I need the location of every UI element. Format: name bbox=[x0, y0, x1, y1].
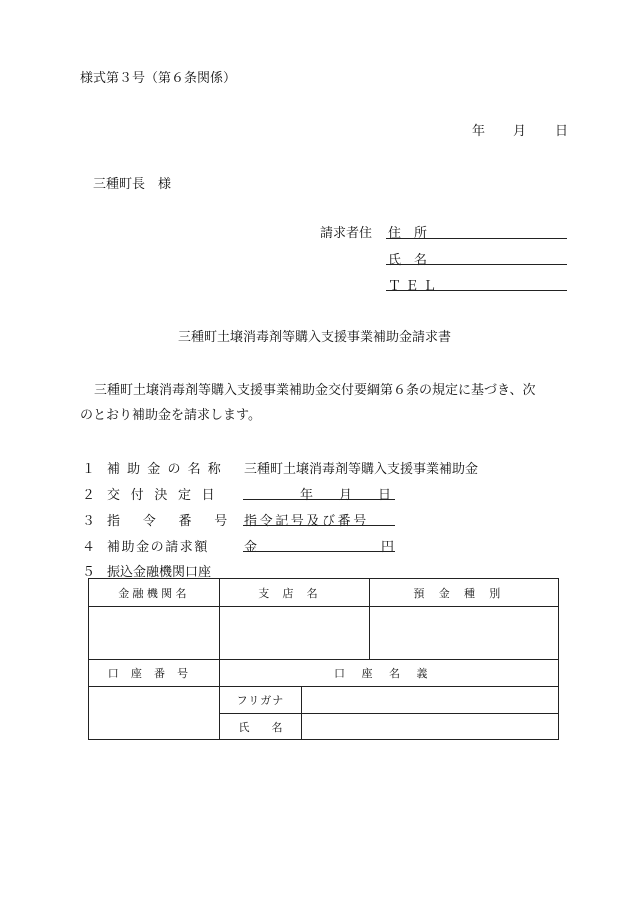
address-label: 住 所 bbox=[388, 226, 428, 241]
deposit-type-cell[interactable] bbox=[370, 607, 559, 660]
form-number: 様式第３号（第６条関係） bbox=[80, 71, 237, 86]
item-3-line bbox=[243, 525, 395, 526]
branch-name-cell[interactable] bbox=[220, 607, 370, 660]
document-title: 三種町土壌消毒剤等購入支援事業補助金請求書 bbox=[178, 330, 452, 345]
header-account-number: 口座番号 bbox=[89, 660, 220, 687]
tel-line bbox=[386, 290, 567, 291]
item-4-line bbox=[243, 551, 395, 552]
holder-name-cell[interactable] bbox=[302, 714, 559, 740]
bank-account-table bbox=[88, 578, 559, 740]
addressee: 三種町長 様 bbox=[93, 177, 172, 192]
item-2-value: 年 月 日 bbox=[300, 488, 392, 503]
name-line bbox=[386, 264, 567, 265]
item-1-label: 補助金の名称 bbox=[107, 462, 228, 477]
header-account-name: 口座名義 bbox=[220, 660, 559, 687]
header-deposit-type: 預金種別 bbox=[370, 579, 559, 607]
item-3-label: 指令番号 bbox=[107, 514, 251, 529]
holder-name-label: 氏 名 bbox=[220, 714, 302, 740]
tel-label: ＴＥＬ bbox=[388, 279, 441, 294]
body-line-2: のとおり補助金を請求します。 bbox=[80, 408, 261, 423]
account-number-cell[interactable] bbox=[89, 687, 220, 740]
date-month: 月 bbox=[513, 124, 527, 139]
bank-name-cell[interactable] bbox=[89, 607, 220, 660]
furigana-label: フリガナ bbox=[220, 687, 302, 714]
body-line-1: 三種町土壌消毒剤等購入支援事業補助金交付要綱第６条の規定に基づき、次 bbox=[94, 383, 536, 398]
item-5-label: 振込金融機関口座 bbox=[107, 565, 212, 580]
item-5-number: ５ bbox=[82, 565, 96, 580]
item-2-number: ２ bbox=[82, 488, 96, 503]
item-4-label: 補助金の請求額 bbox=[107, 540, 209, 555]
item-2-line bbox=[243, 499, 395, 500]
item-3-value: 指令記号及び番号 bbox=[244, 514, 369, 529]
header-branch-name: 支店名 bbox=[220, 579, 370, 607]
date-year: 年 bbox=[472, 124, 486, 139]
item-1-number: １ bbox=[82, 462, 96, 477]
name-label: 氏 名 bbox=[388, 253, 428, 268]
item-1-value: 三種町土壌消毒剤等購入支援事業補助金 bbox=[244, 462, 479, 477]
date-day: 日 bbox=[555, 124, 569, 139]
requester-label: 請求者住 bbox=[320, 226, 373, 241]
item-3-number: ３ bbox=[82, 514, 96, 529]
item-4-number: ４ bbox=[82, 540, 96, 555]
address-line bbox=[386, 238, 567, 239]
item-2-label: 交付決定日 bbox=[107, 488, 226, 503]
item-4-value-suffix: 円 bbox=[381, 540, 395, 555]
header-bank-name: 金融機関名 bbox=[89, 579, 220, 607]
item-4-value-prefix: 金 bbox=[244, 540, 258, 555]
furigana-cell[interactable] bbox=[302, 687, 559, 714]
